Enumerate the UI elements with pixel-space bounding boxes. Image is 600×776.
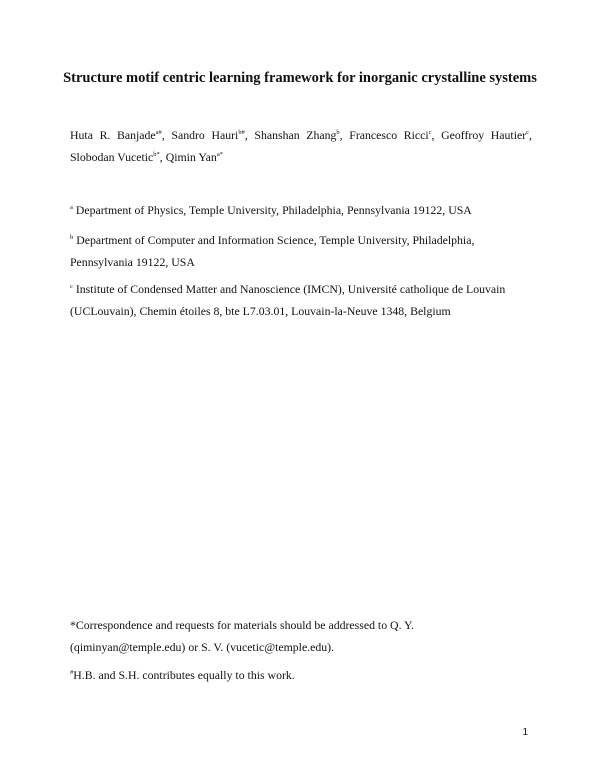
correspondence-note: *Correspondence and requests for materials should be addressed to Q. Y. (qiminyan@temple.edu) or S. V. (vucetic@temple.edu). — [70, 618, 414, 654]
author-list — [70, 124, 532, 168]
author: Shanshan Zhang$^b$, — [254, 128, 350, 142]
equal-contribution-note: #H.B. and S.H. contributes equally to this work. — [70, 668, 295, 682]
author: Slobodan Vucetic$^{b*}$, — [70, 150, 166, 164]
affiliation-c: $^c$ Institute of Condensed Matter and Nanoscience (IMCN), Université catholique de Louvain (UCLouvain), Chemin étoiles 8, bte L7.03.01, Louvain-la-Neuve 1348, Belgium — [70, 282, 506, 318]
paper-title: Structure motif centric learning framework for inorganic crystalline systems — [63, 70, 537, 86]
affiliation-b: $^b$ Department of Computer and Information Science, Temple University, Philadelphia, Pennsylvania 19122, USA — [70, 233, 475, 269]
author: Geoffroy Hautier$^c$, — [441, 128, 532, 142]
affiliation-a: $^a$ Department of Physics, Temple University, Philadelphia, Pennsylvania 19122, USA — [70, 203, 472, 217]
author: Qimin Yan$^{a*}$ — [165, 150, 223, 164]
page-number: 1 — [522, 727, 528, 738]
author: Huta R. Banjade$^{a\#}$, — [70, 128, 172, 142]
author: Sandro Hauri$^{b\#}$, — [171, 128, 255, 142]
author: Francesco Ricci$^c$, — [349, 128, 442, 142]
